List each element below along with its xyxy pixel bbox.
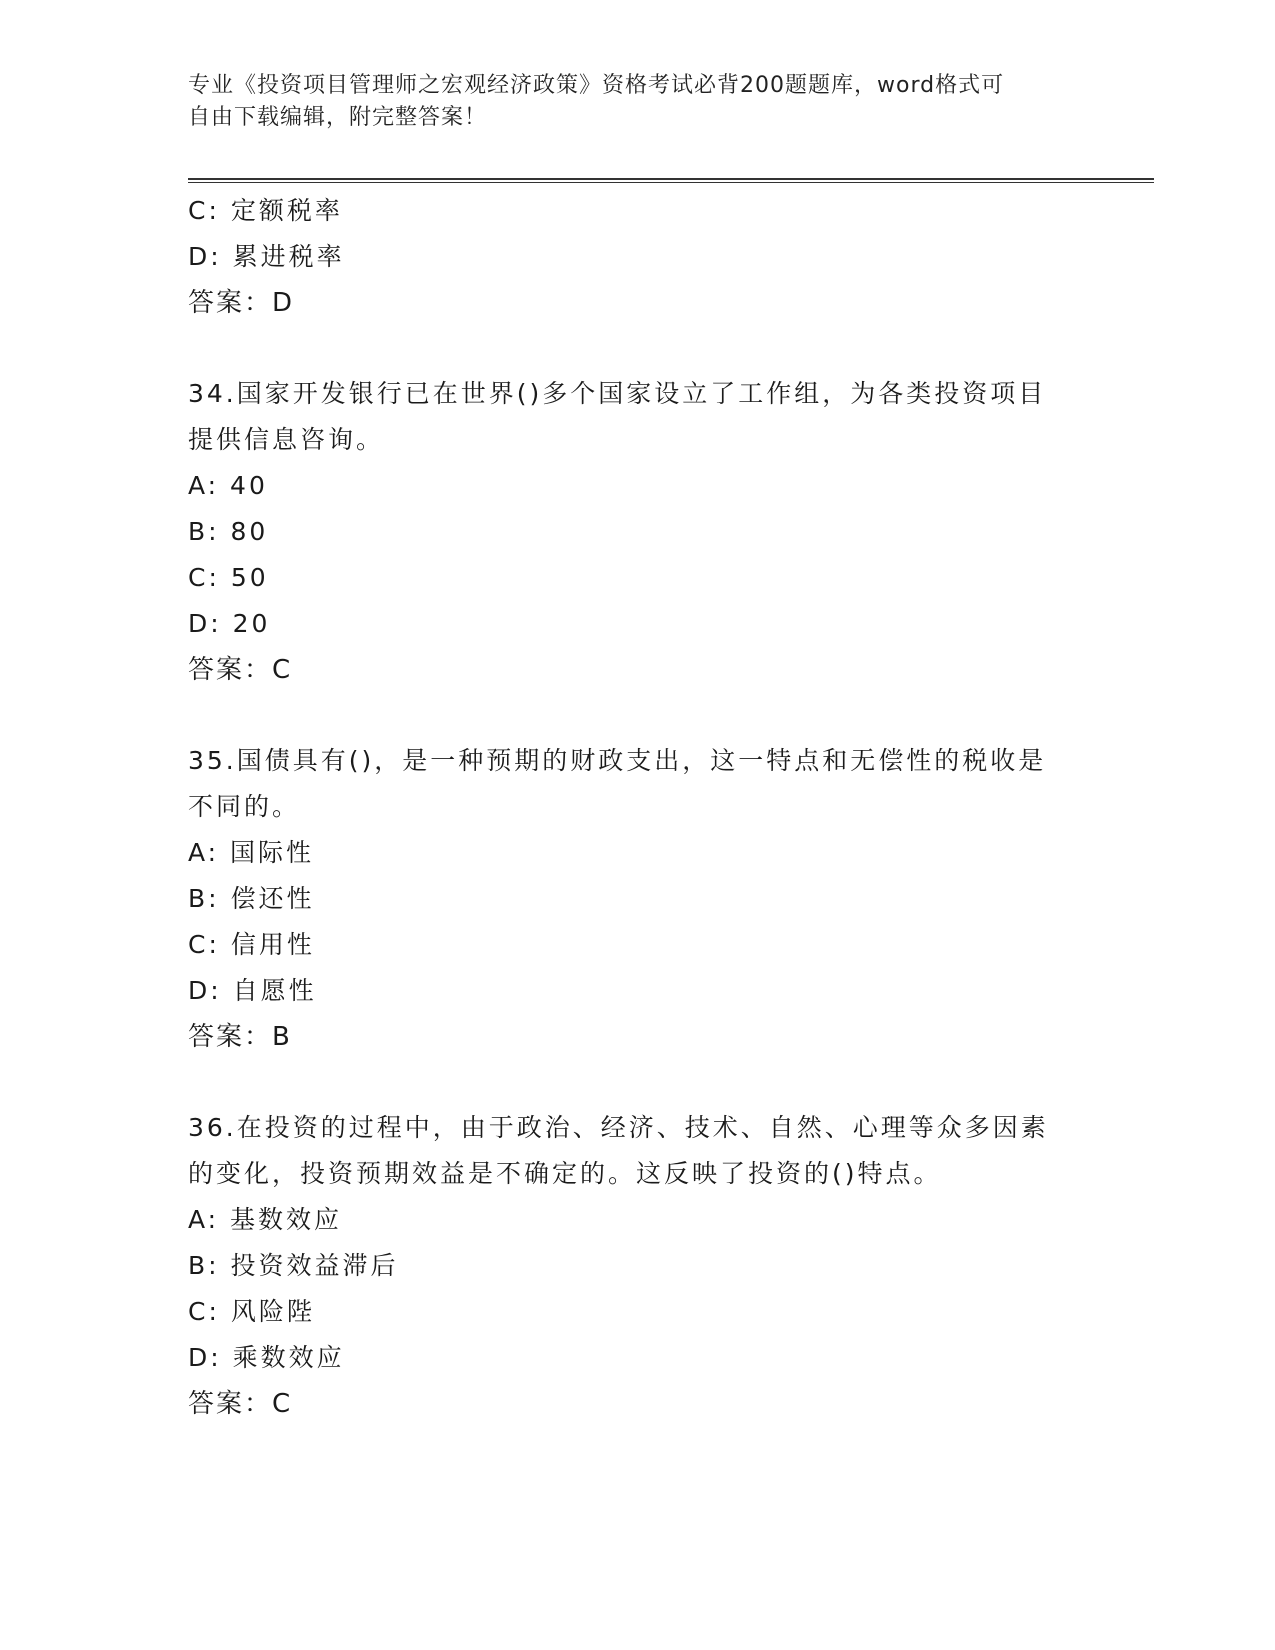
- question-block-33: [188, 188, 1088, 326]
- option-letter: B:: [188, 884, 220, 913]
- option-a: [188, 1197, 1088, 1243]
- option-text: 基数效应: [230, 1205, 343, 1234]
- question-stem-line-2: 提供信息咨询。: [188, 425, 385, 454]
- option-a: [188, 830, 1088, 876]
- option-letter: C:: [188, 563, 220, 592]
- option-letter: C:: [188, 1297, 220, 1326]
- option-text: 20: [232, 609, 271, 638]
- option-letter: A:: [188, 1205, 220, 1234]
- option-letter: D:: [188, 1343, 222, 1372]
- option-letter: D:: [188, 976, 222, 1005]
- option-letter: C:: [188, 196, 220, 225]
- option-c: [188, 1289, 1088, 1335]
- option-letter: D:: [188, 609, 222, 638]
- answer-label: 答案：C: [188, 1389, 293, 1419]
- header-divider: [188, 178, 1154, 183]
- option-letter: B:: [188, 1251, 220, 1280]
- option-text: 50: [230, 563, 269, 592]
- answer-label: 答案：D: [188, 288, 295, 318]
- page-header: [188, 70, 1088, 134]
- option-text: 偿还性: [230, 884, 315, 913]
- option-letter: B:: [188, 517, 220, 546]
- spacer: [188, 1060, 1088, 1105]
- option-d: [188, 601, 1088, 647]
- option-letter: C:: [188, 930, 220, 959]
- option-text: 乘数效应: [232, 1343, 345, 1372]
- option-b: [188, 1243, 1088, 1289]
- question-stem-line-1: 35.国债具有()，是一种预期的财政支出，这一特点和无偿性的税收是: [188, 746, 1047, 775]
- option-b: [188, 509, 1088, 555]
- header-title-line-1: 专业《投资项目管理师之宏观经济政策》资格考试必背200题题库，word格式可: [188, 73, 1005, 98]
- option-c: [188, 922, 1088, 968]
- spacer: [188, 326, 1088, 371]
- option-b: [188, 876, 1088, 922]
- option-text: 国际性: [230, 838, 315, 867]
- option-d: [188, 1335, 1088, 1381]
- answer-label: 答案：C: [188, 655, 293, 685]
- answer-label: 答案：B: [188, 1022, 292, 1052]
- option-text: 风险陛: [230, 1297, 315, 1326]
- option-d: [188, 234, 1088, 280]
- option-letter: A:: [188, 471, 220, 500]
- option-letter: A:: [188, 838, 220, 867]
- option-d: [188, 968, 1088, 1014]
- option-c: [188, 555, 1088, 601]
- option-text: 定额税率: [230, 196, 343, 225]
- option-letter: D:: [188, 242, 222, 271]
- question-block-34: [188, 371, 1088, 693]
- question-list: [188, 188, 1088, 1427]
- question-stem-line-2: 的变化，投资预期效益是不确定的。这反映了投资的()特点。: [188, 1159, 942, 1188]
- option-a: [188, 463, 1088, 509]
- question-stem-line-1: 34.国家开发银行已在世界()多个国家设立了工作组，为各类投资项目: [188, 379, 1047, 408]
- option-text: 自愿性: [232, 976, 317, 1005]
- question-block-36: [188, 1105, 1088, 1427]
- option-text: 信用性: [230, 930, 315, 959]
- question-stem-line-2: 不同的。: [188, 792, 301, 821]
- header-title-line-2: 自由下载编辑，附完整答案！: [188, 105, 488, 130]
- option-text: 80: [230, 517, 269, 546]
- option-text: 40: [230, 471, 268, 500]
- question-stem-line-1: 36.在投资的过程中，由于政治、经济、技术、自然、心理等众多因素: [188, 1113, 1049, 1142]
- option-text: 累进税率: [232, 242, 345, 271]
- option-text: 投资效益滞后: [230, 1251, 399, 1280]
- question-block-35: [188, 738, 1088, 1060]
- option-c: [188, 188, 1088, 234]
- spacer: [188, 693, 1088, 738]
